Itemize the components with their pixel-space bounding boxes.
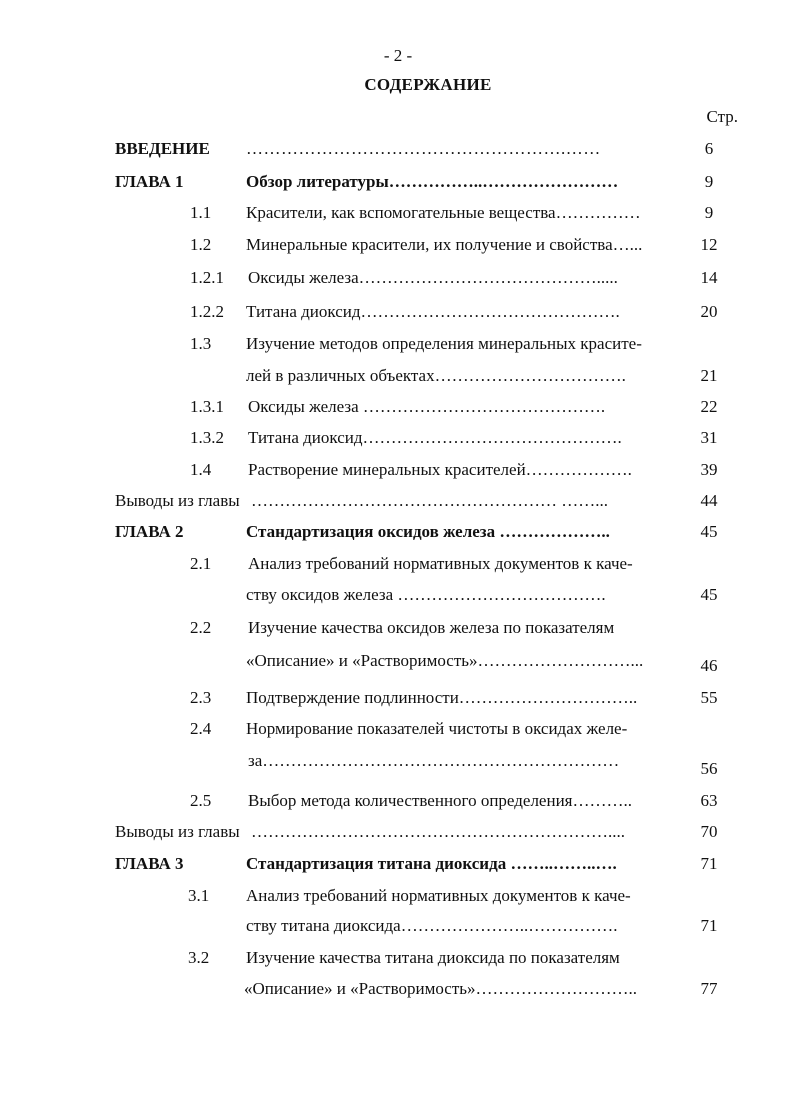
toc-text: ……………………………………………………….... xyxy=(251,822,625,841)
toc-text: лей в различных объектах……………………………. xyxy=(246,366,626,385)
toc-text: Подтверждение подлинности………………………….. xyxy=(246,688,638,707)
toc-label: Выводы из главы xyxy=(115,822,240,841)
toc-label: ВВЕДЕНИЕ xyxy=(115,139,210,158)
toc-text: «Описание» и «Растворимость»……………………….. xyxy=(244,979,638,998)
toc-text: Оксиды железа ……………………………………. xyxy=(248,397,606,416)
toc-label: 2.1 xyxy=(190,554,212,573)
toc-text: за……………………………………………………… xyxy=(248,751,620,770)
toc-label: 2.2 xyxy=(190,618,212,637)
toc-text: Нормирование показателей чистоты в оксидах желе- xyxy=(246,719,628,738)
toc-text: Изучение качества оксидов железа по показателям xyxy=(248,618,615,637)
toc-label: Выводы из главы xyxy=(115,491,240,510)
toc-page: 20 xyxy=(700,302,718,321)
toc-page: 46 xyxy=(700,656,718,675)
toc-page: 9 xyxy=(704,172,714,191)
toc-label: 1.1 xyxy=(190,203,212,222)
toc-text: Изучение качества титана диоксида по показателям xyxy=(246,948,620,967)
toc-label: 3.2 xyxy=(188,948,210,967)
toc-text: Титана диоксид………………………………………. xyxy=(246,302,620,321)
toc-text: ……………………………………………… ……... xyxy=(251,491,608,510)
toc-label: 1.2 xyxy=(190,235,212,254)
toc-page: 6 xyxy=(704,139,714,158)
toc-text: ……………………………………………….…… xyxy=(246,139,601,158)
toc-page: 9 xyxy=(704,203,714,222)
toc-page: 70 xyxy=(700,822,718,841)
toc-page: 45 xyxy=(700,585,718,604)
toc-text: Обзор литературы……………..…………………… xyxy=(246,172,619,191)
page-title: СОДЕРЖАНИЕ xyxy=(364,75,492,94)
toc-text: ству титана диоксида…………………..……………. xyxy=(246,916,618,935)
toc-text: Минеральные красители, их получение и свойства…... xyxy=(246,235,643,254)
toc-label: 1.3.2 xyxy=(190,428,224,447)
toc-page: 39 xyxy=(700,460,718,479)
toc-text: Выбор метода количественного определения……….. xyxy=(248,791,632,810)
toc-page: 12 xyxy=(700,235,718,254)
toc-text: Красители, как вспомогательные вещества…………… xyxy=(246,203,641,222)
toc-label: 2.3 xyxy=(190,688,212,707)
toc-text: ству оксидов железа ………………………………. xyxy=(246,585,606,604)
toc-label: 1.2.2 xyxy=(190,302,224,321)
toc-text: Растворение минеральных красителей………………. xyxy=(248,460,632,479)
toc-page: 56 xyxy=(700,759,718,778)
toc-label: ГЛАВА 2 xyxy=(115,522,184,541)
toc-label: 2.5 xyxy=(190,791,212,810)
toc-label: 3.1 xyxy=(188,886,210,905)
toc-page: 77 xyxy=(700,979,718,998)
toc-text: Стандартизация титана диоксида ……..……..…. xyxy=(246,854,617,873)
toc-text: Оксиды железа……………………………………..... xyxy=(248,268,618,287)
toc-text: Анализ требований нормативных документов к каче- xyxy=(246,886,631,905)
toc-page: 44 xyxy=(700,491,718,510)
page-column-label: Стр. xyxy=(706,107,738,126)
toc-text: Анализ требований нормативных документов к каче- xyxy=(248,554,633,573)
toc-label: ГЛАВА 1 xyxy=(115,172,184,191)
toc-page: 63 xyxy=(700,791,718,810)
toc-page: 55 xyxy=(700,688,718,707)
toc-text: Титана диоксид………………………………………. xyxy=(248,428,622,447)
toc-text: Изучение методов определения минеральных красите- xyxy=(246,334,642,353)
toc-page: 22 xyxy=(700,397,718,416)
toc-text: «Описание» и «Растворимость»………………………... xyxy=(246,651,644,670)
toc-page: 21 xyxy=(700,366,718,385)
page-number: - 2 - xyxy=(383,46,413,65)
toc-label: 2.4 xyxy=(190,719,212,738)
toc-page: 14 xyxy=(700,268,718,287)
toc-label: ГЛАВА 3 xyxy=(115,854,184,873)
toc-page: 71 xyxy=(700,854,718,873)
toc-label: 1.4 xyxy=(190,460,212,479)
toc-text: Стандартизация оксидов железа ……………….. xyxy=(246,522,610,541)
toc-label: 1.3.1 xyxy=(190,397,224,416)
toc-page: 45 xyxy=(700,522,718,541)
toc-page: 71 xyxy=(700,916,718,935)
toc-page: 31 xyxy=(700,428,718,447)
toc-label: 1.2.1 xyxy=(190,268,224,287)
toc-label: 1.3 xyxy=(190,334,212,353)
